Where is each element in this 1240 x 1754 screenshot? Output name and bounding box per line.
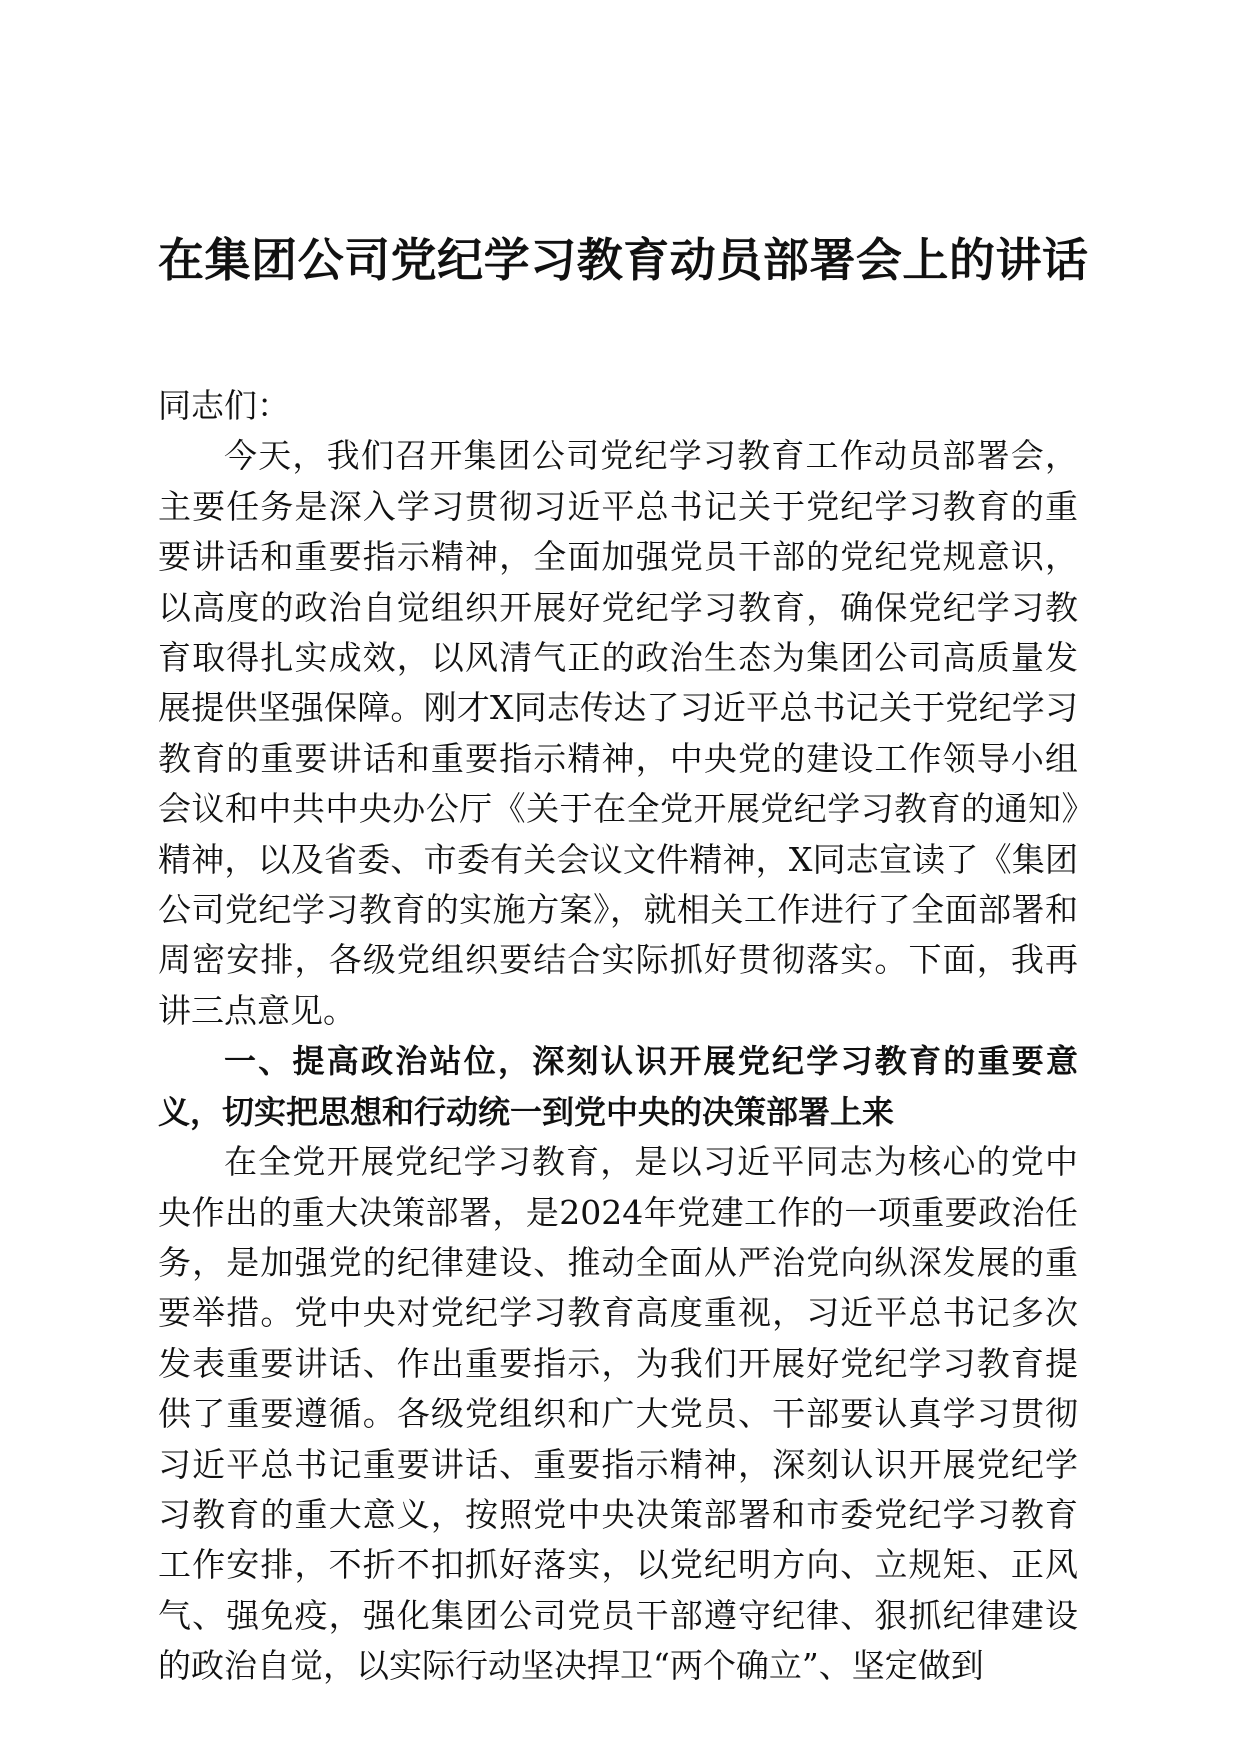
section-heading: 一、提高政治站位，深刻认识开展党纪学习教育的重要意义，切实把思想和行动统一到党中央的决策部署上来 (158, 1042, 1078, 1131)
paragraph-section-1: 在全党开展党纪学习教育，是以习近平同志为核心的党中央作出的重大决策部署，是2024年党建工作的一项重要政治任务，是加强党的纪律建设、推动全面从严治党向纵深发展的重要举措。党中央对党纪学习教育高度重视，习近平总书记多次发表重要讲话、作出重要指示，为我们开展好党纪学习教育提供了重要遵循。各级党组织和广大党员、干部要认真学习贯彻习近平总书记重要讲话、重要指示精神，深刻认识开展党纪学习教育的重大意义，按照党中央决策部署和市委党纪学习教育工作安排，不折不扣抓好落实，以党纪明方向、立规矩、正风气、强免疫，强化集团公司党员干部遵守纪律、狠抓纪律建设的政治自觉，以实际行动坚决捍卫“两个确立”、坚定做到 (158, 1142, 1078, 1686)
document-body (158, 381, 1078, 1692)
salutation: 同志们： (158, 386, 290, 425)
paragraph-intro: 今天，我们召开集团公司党纪学习教育工作动员部署会，主要任务是深入学习贯彻习近平总书记关于党纪学习教育的重要讲话和重要指示精神，全面加强党员干部的党纪党规意识，以高度的政治自觉组织开展好党纪学习教育，确保党纪学习教育取得扎实成效，以风清气正的政治生态为集团公司高质量发展提供坚强保障。刚才X同志传达了习近平总书记关于党纪学习教育的重要讲话和重要指示精神，中央党的建设工作领导小组会议和中共中央办公厅《关于在全党开展党纪学习教育的通知》精神，以及省委、市委有关会议文件精神，X同志宣读了《集团公司党纪学习教育的实施方案》，就相关工作进行了全面部署和周密安排，各级党组织要结合实际抓好贯彻落实。下面，我再讲三点意见。 (158, 436, 1078, 1030)
document-title: 在集团公司党纪学习教育动员部署会上的讲话 (158, 233, 1088, 287)
